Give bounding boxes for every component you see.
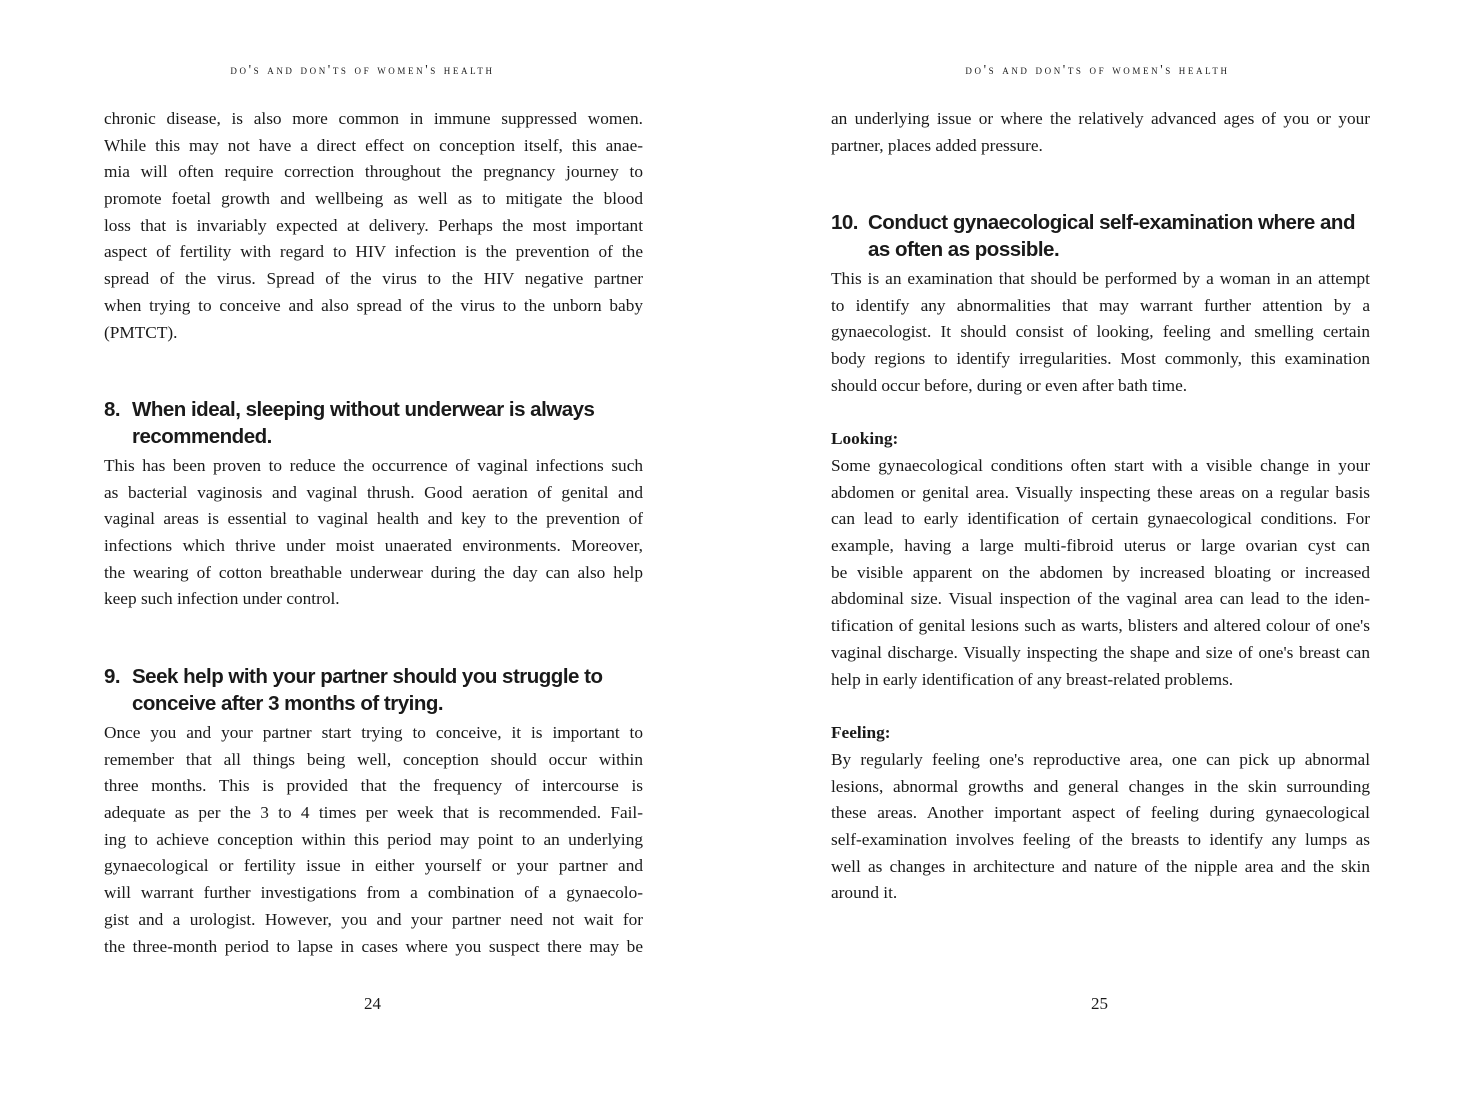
running-head: do's and don'ts of women's health: [965, 62, 1230, 77]
right-page: [737, 0, 1474, 1106]
text-line: self-examination involves feeling of the breasts to identify any lumps as: [831, 830, 1370, 850]
heading-number: 10.: [831, 211, 858, 234]
text-line: as bacterial vaginosis and vaginal thrush. Good aeration of genital and: [104, 482, 643, 502]
paragraph: [104, 453, 643, 613]
text-line: help in early identification of any breast-related problems.: [831, 669, 1234, 689]
text-line: gynaecologist. It should consist of looking, feeling and smelling certain: [831, 322, 1370, 342]
heading-number: 8.: [104, 398, 121, 421]
heading-line: conceive after 3 months of trying.: [132, 691, 444, 715]
paragraph: [831, 453, 1370, 693]
text-line: three months. This is provided that the frequency of intercourse is: [104, 776, 643, 796]
text-line: abdomen or genital area. Visually inspecting these areas on a regular basis: [831, 482, 1370, 502]
text-line: ing to achieve conception within this period may point to an underlying: [104, 829, 643, 849]
text-line: promote foetal growth and wellbeing as well as to mitigate the blood: [104, 189, 643, 209]
text-line: spread of the virus. Spread of the virus to the HIV negative partner: [104, 269, 643, 289]
text-line: vaginal areas is essential to vaginal health and key to the prevention of: [104, 509, 643, 529]
paragraph: [104, 720, 643, 960]
running-head: do's and don'ts of women's health: [230, 62, 495, 77]
text-line: will warrant further investigations from a combination of a gynaecolo-: [104, 883, 643, 903]
text-line: loss that is invariably expected at delivery. Perhaps the most important: [104, 215, 643, 235]
text-line: Once you and your partner start trying to conceive, it is important to: [104, 723, 643, 742]
subheading: [831, 426, 1370, 453]
text-line: example, having a large multi-fibroid uterus or large ovarian cyst can: [831, 536, 1370, 556]
text-line: gist and a urologist. However, you and your partner need not wait for: [104, 909, 643, 929]
text-line: mia will often require correction throughout the pregnancy journey to: [104, 162, 643, 182]
paragraph: [104, 106, 643, 346]
text-line: to identify any abnormalities that may warrant further attention by a: [831, 295, 1370, 315]
text-line: body regions to identify irregularities. Most commonly, this examination: [831, 349, 1370, 369]
page-number: 25: [1091, 994, 1108, 1013]
text-line: gynaecological or fertility issue in either yourself or your partner and: [104, 856, 643, 876]
paragraph: [831, 106, 1370, 159]
text-line: when trying to conceive and also spread of the virus to the unborn baby: [104, 295, 643, 315]
text-line: (PMTCT).: [104, 322, 178, 342]
text-line: be visible apparent on the abdomen by increased bloating or increased: [831, 562, 1370, 582]
heading-line: as often as possible.: [868, 237, 1060, 261]
text-line: While this may not have a direct effect on conception itself, this anae-: [104, 135, 643, 155]
subheading-text: Looking:: [831, 429, 899, 448]
text-line: abdominal size. Visual inspection of the vaginal area can lead to the iden-: [831, 589, 1370, 609]
heading-text: [104, 397, 643, 450]
text-line: around it.: [831, 883, 898, 903]
text-line: should occur before, during or even after bath time.: [831, 375, 1188, 395]
text-line: well as changes in architecture and nature of the nipple area and the skin: [831, 856, 1370, 876]
subheading-text: Feeling:: [831, 723, 891, 742]
text-line: aspect of fertility with regard to HIV infection is the prevention of the: [104, 242, 643, 262]
heading-line: recommended.: [132, 424, 272, 448]
text-line: tification of genital lesions such as warts, blisters and altered colour of one's: [831, 616, 1370, 636]
text-line: This is an examination that should be performed by a woman in an attempt: [831, 269, 1370, 288]
text-line: vaginal discharge. Visually inspecting the shape and size of one's breast can: [831, 642, 1370, 662]
heading-text: [104, 664, 643, 717]
section-heading: [831, 210, 1370, 263]
heading-line: Conduct gynaecological self-examination where and: [868, 211, 1355, 234]
text-line: By regularly feeling one's reproductive area, one can pick up abnormal: [831, 750, 1370, 769]
text-line: keep such infection under control.: [104, 589, 340, 609]
text-line: these areas. Another important aspect of feeling during gynaecological: [831, 803, 1370, 823]
heading-line: When ideal, sleeping without underwear is always: [132, 398, 595, 421]
paragraph: [831, 266, 1370, 399]
paragraph: [831, 747, 1370, 907]
heading-text: [831, 210, 1370, 263]
text-line: chronic disease, is also more common in immune suppressed women.: [104, 109, 643, 128]
text-line: an underlying issue or where the relatively advanced ages of you or your: [831, 109, 1370, 128]
text-line: remember that all things being well, conception should occur within: [104, 749, 643, 769]
text-line: partner, places added pressure.: [831, 135, 1043, 155]
text-line: Some gynaecological conditions often start with a visible change in your: [831, 456, 1370, 475]
subheading: [831, 720, 1370, 747]
text-line: This has been proven to reduce the occurrence of vaginal infections such: [104, 456, 643, 475]
text-line: the three-month period to lapse in cases where you suspect there may be: [104, 936, 643, 956]
text-line: lesions, abnormal growths and general changes in the skin surrounding: [831, 776, 1370, 796]
text-line: adequate as per the 3 to 4 times per week that is recommended. Fail-: [104, 803, 643, 823]
section-heading: [104, 664, 643, 717]
text-line: the wearing of cotton breathable underwear during the day can also help: [104, 562, 643, 582]
page-number: 24: [364, 994, 381, 1013]
heading-line: Seek help with your partner should you struggle to: [132, 665, 603, 688]
text-line: can lead to early identification of certain gynaecological conditions. For: [831, 509, 1370, 529]
heading-number: 9.: [104, 665, 121, 688]
text-line: infections which thrive under moist unaerated environments. Moreover,: [104, 536, 643, 556]
section-heading: [104, 397, 643, 450]
